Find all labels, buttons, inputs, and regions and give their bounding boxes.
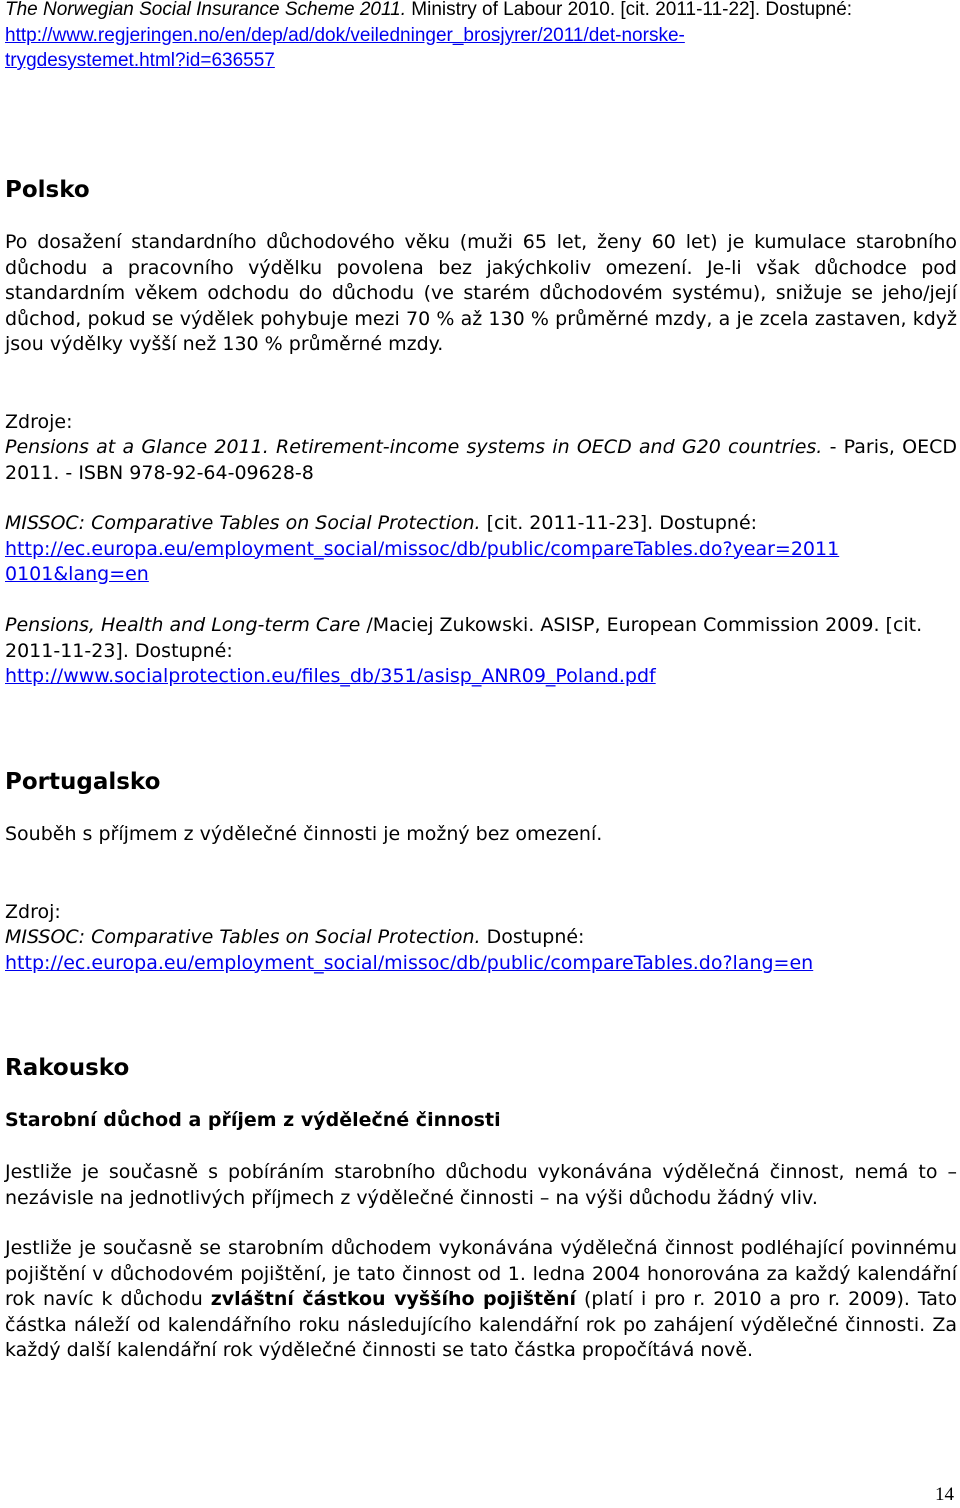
- polsko-reference-asisp: [5, 613, 957, 690]
- rakousko-paragraph-1: Jestliže je současně s pobíráním starobního důchodu vykonávána výdělečná činnost, nemá to – nezávisle na jednotlivých příjmech z výdělečné činnosti – na výši důchodu žádný vliv.: [5, 1161, 957, 1209]
- oecd-reference-citation: - Paris, OECD 2011. - ISBN 978-92-64-09628-8: [5, 436, 958, 484]
- polsko-reference-missoc: [5, 511, 957, 588]
- missoc-reference-citation: [cit. 2011-11-23]. Dostupné:: [480, 512, 758, 534]
- norway-reference-text: [5, 0, 957, 74]
- portugalsko-reference-missoc: [5, 925, 957, 976]
- section-heading-rakousko: Rakousko: [5, 1055, 130, 1081]
- oecd-reference-title: Pensions at a Glance 2011. Retirement-income systems in OECD and G20 countries.: [5, 436, 823, 458]
- norway-reference-link[interactable]: http://www.regjeringen.no/en/dep/ad/dok/veiledninger_brosjyrer/2011/det-norske- trygdesystemet.html?id=636557: [5, 24, 685, 71]
- section-heading-polsko: Polsko: [5, 177, 90, 203]
- portugalsko-paragraph: Souběh s příjmem z výdělečné činnosti je možný bez omezení.: [5, 823, 603, 845]
- section-heading-portugalsko: Portugalsko: [5, 769, 161, 795]
- polsko-reference-oecd: [5, 435, 957, 486]
- portugalsko-missoc-title: MISSOC: Comparative Tables on Social Protection.: [5, 926, 481, 948]
- rakousko-subheading: Starobní důchod a příjem z výdělečné činnosti: [5, 1109, 501, 1131]
- asisp-reference-citation: /Maciej Zukowski. ASISP, European Commission 2009. [cit. 2011-11-23]. Dostupné:: [5, 614, 923, 662]
- rakousko-paragraph-2: Jestliže je současně se starobním důchodem vykonávána výdělečná činnost podléhající povinnému pojištění v důchodovém pojištění, je tato činnost od 1. ledna 2004 honorována za každý kalendářní rok navíc k důchodu zvláštní částkou vyššího pojištění (platí i pro r. 2010 a pro r. 2009). Tato částka náleží od kalendářního roku následujícího kalendářní rok po zahájení výdělečné činnosti. Za každý další kalendářní rok výdělečné činnosti se tato částka propočítává nově.: [5, 1237, 958, 1361]
- portugalsko-source-label: Zdroj:: [5, 901, 61, 923]
- portugalsko-missoc-link[interactable]: http://ec.europa.eu/employment_social/missoc/db/public/compareTables.do?lang=en: [5, 951, 814, 974]
- page-number: 14: [935, 1484, 954, 1505]
- polsko-sources-label: Zdroje:: [5, 411, 73, 433]
- norway-reference-citation: Ministry of Labour 2010. [cit. 2011-11-22]. Dostupné:: [406, 0, 853, 20]
- missoc-reference-link[interactable]: http://ec.europa.eu/employment_social/missoc/db/public/compareTables.do?year=2011 0101&lang=en: [5, 537, 840, 585]
- polsko-paragraph: Po dosažení standardního důchodového věku (muži 65 let, ženy 60 let) je kumulace starobního důchodu a pracovního výdělku povolena bez jakýchkoliv omezení. Je-li však důchodce pod standardním věkem odchodu do důchodu (ve starém důchodovém systému), snižuje se jeho/její důchod, pokud se výdělek pohybuje mezi 70 % až 130 % průměrné mzdy, a je zcela zastaven, když jsou výdělky vyšší než 130 % průměrné mzdy.: [5, 231, 957, 355]
- asisp-reference-link[interactable]: http://www.socialprotection.eu/files_db/351/asisp_ANR09_Poland.pdf: [5, 665, 656, 687]
- portugalsko-missoc-citation: Dostupné:: [480, 926, 585, 948]
- asisp-reference-title: Pensions, Health and Long-term Care: [5, 614, 361, 636]
- rakousko-emphasis: zvláštní částkou vyššího pojištění: [210, 1288, 577, 1310]
- missoc-reference-title: MISSOC: Comparative Tables on Social Protection.: [5, 512, 481, 534]
- norway-reference-title: The Norwegian Social Insurance Scheme 2011.: [5, 0, 406, 20]
- norway-reference: [5, 0, 957, 74]
